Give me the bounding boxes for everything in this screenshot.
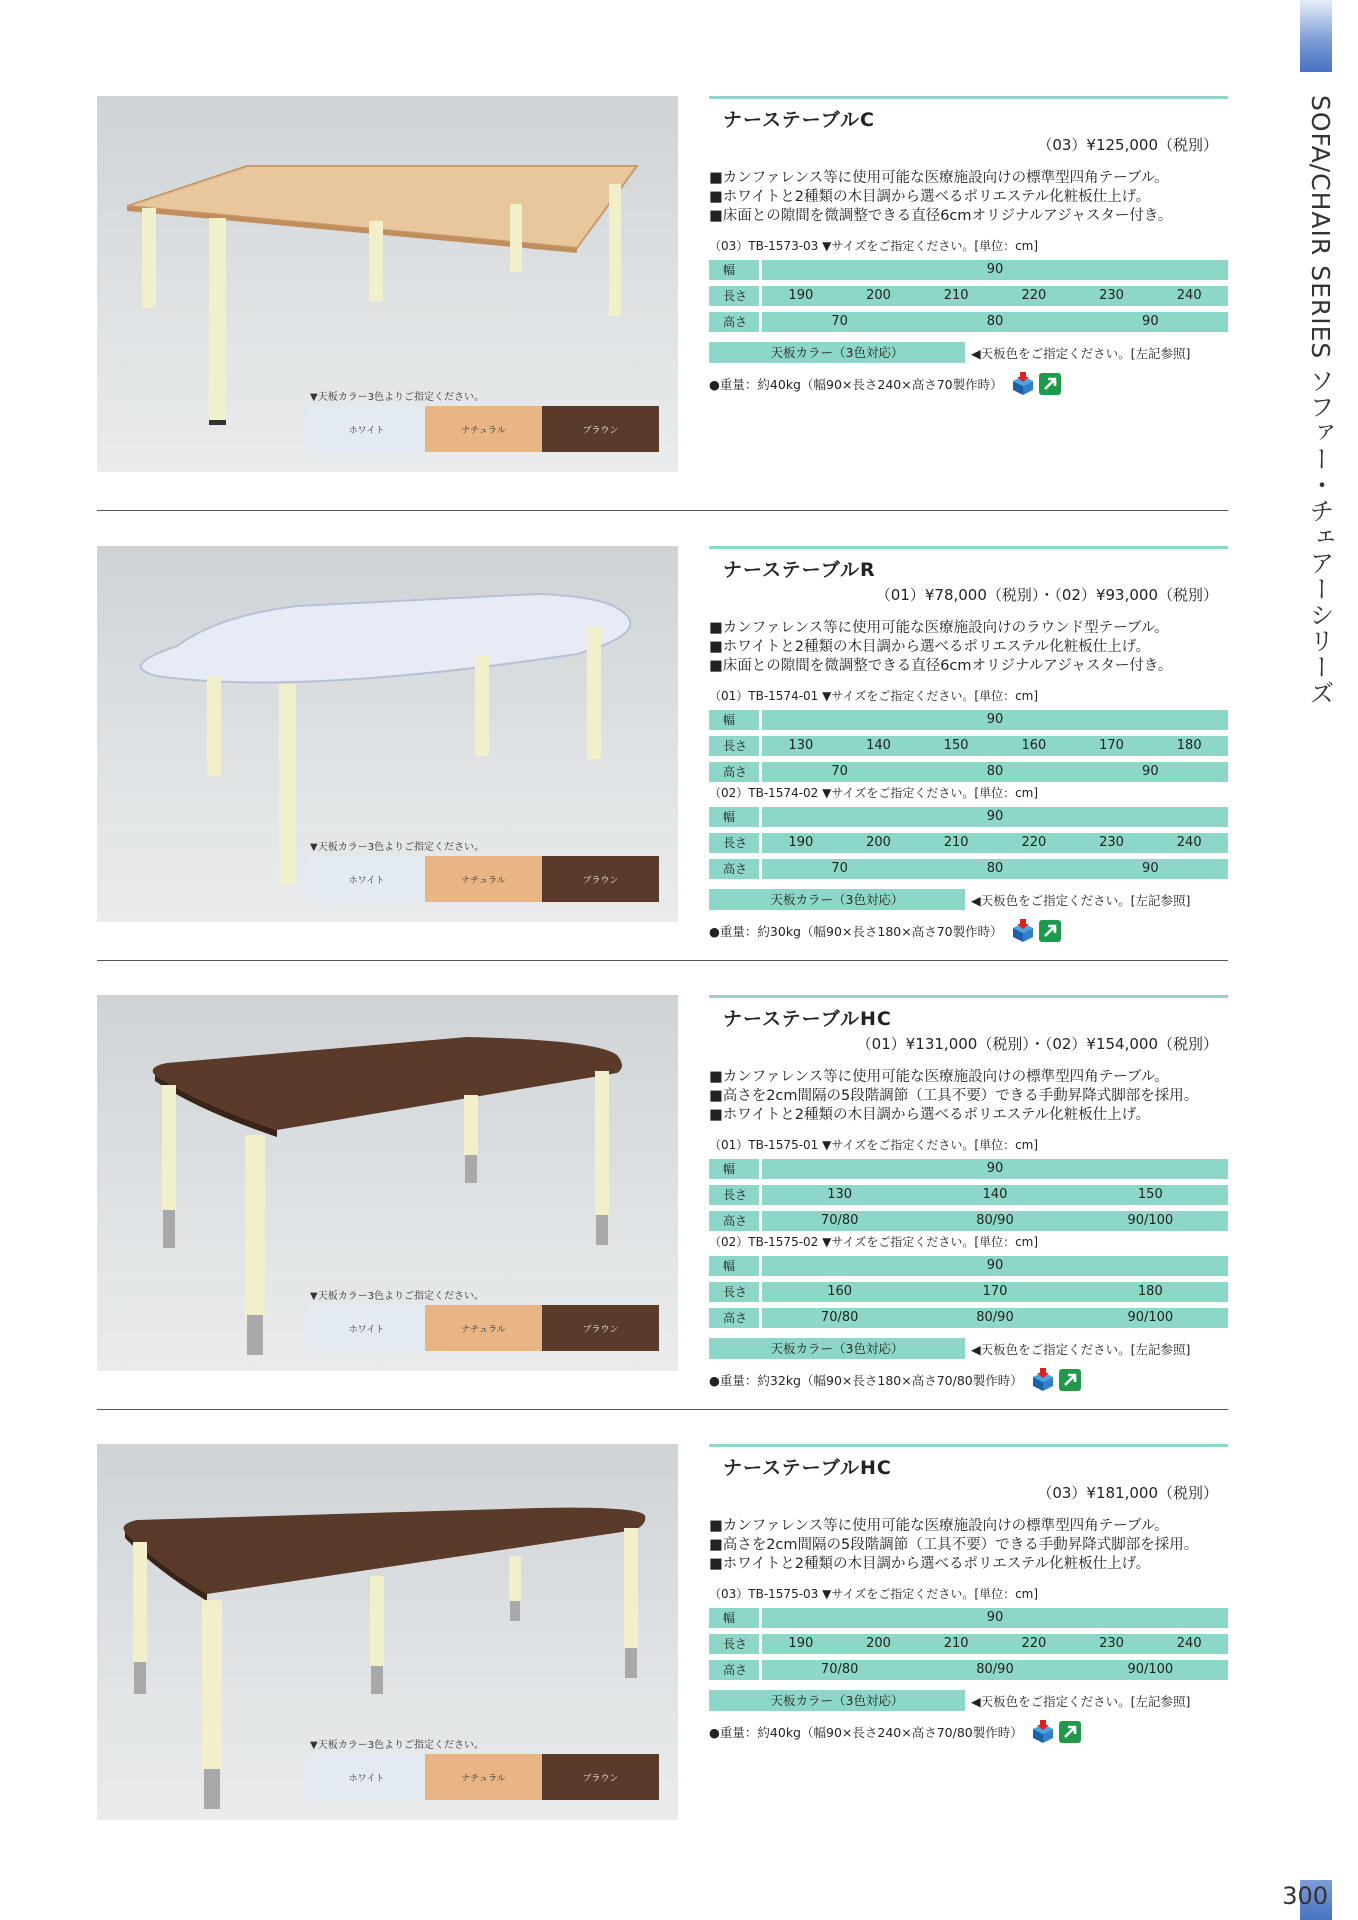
size-row-length xyxy=(709,286,1228,306)
product-description xyxy=(709,619,1228,676)
assembly-service-icon xyxy=(1059,1369,1081,1391)
size-row-width xyxy=(709,710,1228,730)
color-swatches xyxy=(308,406,659,452)
row-label: 幅 xyxy=(709,710,759,730)
size-cell: 90 xyxy=(1142,314,1159,329)
size-cell: 90 xyxy=(1142,764,1159,779)
size-cell: 230 xyxy=(1099,835,1124,850)
product-photo xyxy=(97,546,678,922)
assembly-service-icon xyxy=(1039,373,1061,395)
row-label: 高さ xyxy=(709,859,759,879)
series-title: SOFA/CHAIR SERIES ソファー・チェアーシリーズ xyxy=(1306,95,1335,707)
size-row-length xyxy=(709,1185,1228,1205)
product-description xyxy=(709,169,1228,226)
product-photo xyxy=(97,96,678,472)
description-line: ■床面との隙間を微調整できる直径6cmオリジナルアジャスター付き。 xyxy=(709,208,1173,224)
row-label: 幅 xyxy=(709,1256,759,1276)
product-title: ナーステーブルHC xyxy=(723,1008,892,1030)
row-label: 幅 xyxy=(709,1159,759,1179)
size-table-header: （01）TB-1574-01 ▼サイズをご指定ください。[単位：cm] xyxy=(709,689,1039,703)
swatch-caption: ▼天板カラー3色よりご指定ください。 xyxy=(310,392,485,403)
product-title: ナーステーブルC xyxy=(723,109,875,131)
swatch-caption: ▼天板カラー3色よりご指定ください。 xyxy=(310,1740,485,1751)
product-description xyxy=(709,1517,1228,1574)
size-cell: 180 xyxy=(1176,738,1202,753)
size-cell: 160 xyxy=(827,1284,853,1299)
row-label: 幅 xyxy=(709,807,759,827)
product-description xyxy=(709,1068,1228,1125)
weight-text: ●重量：約40kg（幅90×長さ240×高さ70/80製作時） xyxy=(709,1725,1023,1740)
page-number: 300 xyxy=(1282,1882,1328,1910)
size-table-header: （02）TB-1574-02 ▼サイズをご指定ください。[単位：cm] xyxy=(709,786,1039,800)
size-cell: 190 xyxy=(788,288,814,303)
delivery-box-icon xyxy=(1011,372,1035,396)
size-cell: 90/100 xyxy=(1127,1662,1174,1677)
size-cell: 170 xyxy=(1099,738,1124,753)
size-cell: 70 xyxy=(831,764,848,779)
row-label: 長さ xyxy=(709,286,759,306)
product-title: ナーステーブルR xyxy=(723,559,876,581)
size-row-height xyxy=(709,1308,1228,1328)
size-cell: 70/80 xyxy=(820,1662,859,1677)
assembly-service-icon xyxy=(1059,1721,1081,1743)
title-rule xyxy=(709,546,1228,549)
size-cell: 170 xyxy=(982,1284,1008,1299)
size-cell: 240 xyxy=(1176,1636,1202,1651)
size-row-height xyxy=(709,1211,1228,1231)
product-price: （01）¥131,000（税別）・（02）¥154,000（税別） xyxy=(856,1035,1218,1053)
size-cell: 80/90 xyxy=(976,1310,1014,1325)
size-table-header: （02）TB-1575-02 ▼サイズをご指定ください。[単位：cm] xyxy=(709,1235,1039,1249)
title-rule xyxy=(709,995,1228,998)
color-note: ◀天板色をご指定ください。[左記参照] xyxy=(971,892,1191,908)
weight-text: ●重量：約32kg（幅90×長さ180×高さ70/80製作時） xyxy=(709,1373,1023,1388)
weight-row xyxy=(709,1719,1228,1745)
size-row-width xyxy=(709,260,1228,280)
swatch-caption: ▼天板カラー3色よりご指定ください。 xyxy=(310,842,485,853)
size-cell: 80 xyxy=(986,314,1004,329)
size-cell: 90 xyxy=(986,1258,1004,1273)
size-row-length xyxy=(709,833,1228,853)
product-info xyxy=(709,96,1228,397)
size-cell: 150 xyxy=(943,738,969,753)
color-option-row xyxy=(709,889,1228,910)
description-line: ■高さを2cm間隔の5段階調節（工具不要）できる手動昇降式脚部を採用。 xyxy=(709,1537,1199,1553)
size-row-width xyxy=(709,1159,1228,1179)
size-cell: 90 xyxy=(986,1161,1004,1176)
size-cell: 160 xyxy=(1021,738,1047,753)
row-label: 高さ xyxy=(709,762,759,782)
size-row-width xyxy=(709,1608,1228,1628)
swatch-caption: ▼天板カラー3色よりご指定ください。 xyxy=(310,1291,485,1302)
color-note: ◀天板色をご指定ください。[左記参照] xyxy=(971,345,1191,361)
row-label: 高さ xyxy=(709,1211,759,1231)
size-cell: 90/100 xyxy=(1127,1310,1174,1325)
size-row-length xyxy=(709,1282,1228,1302)
color-label: 天板カラー（3色対応） xyxy=(709,889,965,910)
size-cell: 70 xyxy=(831,314,848,329)
size-cell: 210 xyxy=(943,835,969,850)
size-cell: 140 xyxy=(982,1187,1008,1202)
product-price: （03）¥181,000（税別） xyxy=(1037,1484,1218,1502)
color-note: ◀天板色をご指定ください。[左記参照] xyxy=(971,1693,1191,1709)
size-cell: 80 xyxy=(986,861,1004,876)
color-swatches xyxy=(308,856,659,902)
size-row-height xyxy=(709,762,1228,782)
color-note: ◀天板色をご指定ください。[左記参照] xyxy=(971,1341,1191,1357)
row-label: 長さ xyxy=(709,1185,759,1205)
weight-row xyxy=(709,371,1228,397)
description-line: ■ホワイトと2種類の木目調から選べるポリエステル化粧板仕上げ。 xyxy=(709,639,1151,655)
row-label: 長さ xyxy=(709,736,759,756)
color-option-row xyxy=(709,1690,1228,1711)
weight-row xyxy=(709,918,1228,944)
size-cell: 140 xyxy=(866,738,891,753)
size-table-header: （01）TB-1575-01 ▼サイズをご指定ください。[単位：cm] xyxy=(709,1138,1039,1152)
row-label: 長さ xyxy=(709,833,759,853)
row-label: 長さ xyxy=(709,1282,759,1302)
delivery-box-icon xyxy=(1031,1720,1055,1744)
size-row-height xyxy=(709,859,1228,879)
section-divider xyxy=(97,1409,1228,1410)
size-cell: 90/100 xyxy=(1127,1213,1174,1228)
description-line: ■カンファレンス等に使用可能な医療施設向けの標準型四角テーブル。 xyxy=(709,1518,1169,1534)
section-divider xyxy=(97,510,1228,511)
size-cell: 130 xyxy=(788,738,814,753)
title-rule xyxy=(709,1444,1228,1447)
size-table-header: （03）TB-1573-03 ▼サイズをご指定ください。[単位：cm] xyxy=(709,239,1039,253)
description-line: ■ホワイトと2種類の木目調から選べるポリエステル化粧板仕上げ。 xyxy=(709,1556,1151,1572)
row-label: 長さ xyxy=(709,1634,759,1654)
row-label: 幅 xyxy=(709,1608,759,1628)
description-line: ■ホワイトと2種類の木目調から選べるポリエステル化粧板仕上げ。 xyxy=(709,1107,1151,1123)
size-cell: 230 xyxy=(1099,288,1124,303)
size-cell: 200 xyxy=(866,288,891,303)
swatch-white: ホワイト xyxy=(308,406,425,452)
size-cell: 80/90 xyxy=(976,1213,1014,1228)
product-title: ナーステーブルHC xyxy=(723,1457,892,1479)
product-info xyxy=(709,546,1228,944)
product-info xyxy=(709,1444,1228,1745)
swatch-brown: ブラウン xyxy=(542,856,659,902)
weight-text: ●重量：約40kg（幅90×長さ240×高さ70製作時） xyxy=(709,377,1003,392)
description-line: ■床面との隙間を微調整できる直径6cmオリジナルアジャスター付き。 xyxy=(709,658,1173,674)
size-cell: 210 xyxy=(943,1636,969,1651)
swatch-brown: ブラウン xyxy=(542,406,659,452)
size-cell: 80/90 xyxy=(976,1662,1014,1677)
color-label: 天板カラー（3色対応） xyxy=(709,342,965,363)
color-option-row xyxy=(709,1338,1228,1359)
size-cell: 190 xyxy=(788,1636,814,1651)
swatch-natural: ナチュラル xyxy=(425,856,542,902)
size-cell: 180 xyxy=(1137,1284,1163,1299)
description-line: ■高さを2cm間隔の5段階調節（工具不要）できる手動昇降式脚部を採用。 xyxy=(709,1088,1199,1104)
size-row-length xyxy=(709,1634,1228,1654)
color-label: 天板カラー（3色対応） xyxy=(709,1338,965,1359)
size-cell: 240 xyxy=(1176,835,1202,850)
description-line: ■カンファレンス等に使用可能な医療施設向けの標準型四角テーブル。 xyxy=(709,1069,1169,1085)
size-cell: 220 xyxy=(1021,835,1047,850)
color-label: 天板カラー（3色対応） xyxy=(709,1690,965,1711)
title-rule xyxy=(709,96,1228,99)
delivery-box-icon xyxy=(1011,919,1035,943)
size-row-height xyxy=(709,1660,1228,1680)
size-row-length xyxy=(709,736,1228,756)
color-swatches xyxy=(308,1305,659,1351)
description-line: ■カンファレンス等に使用可能な医療施設向けのラウンド型テーブル。 xyxy=(709,620,1169,636)
size-cell: 70 xyxy=(831,861,848,876)
swatch-natural: ナチュラル xyxy=(425,1754,542,1800)
swatch-white: ホワイト xyxy=(308,1754,425,1800)
size-cell: 220 xyxy=(1021,1636,1047,1651)
row-label: 高さ xyxy=(709,312,759,332)
size-cell: 90 xyxy=(986,262,1004,277)
size-cell: 230 xyxy=(1099,1636,1124,1651)
size-table-header: （03）TB-1575-03 ▼サイズをご指定ください。[単位：cm] xyxy=(709,1587,1039,1601)
size-cell: 90 xyxy=(986,809,1004,824)
delivery-box-icon xyxy=(1031,1368,1055,1392)
row-label: 高さ xyxy=(709,1660,759,1680)
size-cell: 200 xyxy=(866,835,891,850)
size-cell: 90 xyxy=(986,1610,1004,1625)
product-info xyxy=(709,995,1228,1393)
size-cell: 190 xyxy=(788,835,814,850)
description-line: ■ホワイトと2種類の木目調から選べるポリエステル化粧板仕上げ。 xyxy=(709,189,1151,205)
color-swatches xyxy=(308,1754,659,1800)
swatch-natural: ナチュラル xyxy=(425,406,542,452)
swatch-brown: ブラウン xyxy=(542,1754,659,1800)
product-price: （03）¥125,000（税別） xyxy=(1037,136,1218,154)
size-cell: 240 xyxy=(1176,288,1202,303)
size-row-width xyxy=(709,1256,1228,1276)
sidebar-accent-bar xyxy=(1300,0,1332,72)
size-cell: 90 xyxy=(986,712,1004,727)
size-cell: 90 xyxy=(1142,861,1159,876)
size-cell: 130 xyxy=(827,1187,853,1202)
swatch-white: ホワイト xyxy=(308,1305,425,1351)
size-cell: 210 xyxy=(943,288,969,303)
size-cell: 200 xyxy=(866,1636,891,1651)
size-row-width xyxy=(709,807,1228,827)
size-row-height xyxy=(709,312,1228,332)
color-option-row xyxy=(709,342,1228,363)
weight-row xyxy=(709,1367,1228,1393)
description-line: ■カンファレンス等に使用可能な医療施設向けの標準型四角テーブル。 xyxy=(709,170,1169,186)
size-cell: 150 xyxy=(1137,1187,1163,1202)
size-cell: 80 xyxy=(986,764,1004,779)
size-cell: 70/80 xyxy=(820,1213,859,1228)
row-label: 高さ xyxy=(709,1308,759,1328)
row-label: 幅 xyxy=(709,260,759,280)
assembly-service-icon xyxy=(1039,920,1061,942)
product-photo xyxy=(97,1444,678,1820)
section-divider xyxy=(97,960,1228,961)
size-cell: 220 xyxy=(1021,288,1047,303)
swatch-brown: ブラウン xyxy=(542,1305,659,1351)
swatch-natural: ナチュラル xyxy=(425,1305,542,1351)
product-photo xyxy=(97,995,678,1371)
weight-text: ●重量：約30kg（幅90×長さ180×高さ70製作時） xyxy=(709,924,1003,939)
size-cell: 70/80 xyxy=(820,1310,859,1325)
product-price: （01）¥78,000（税別）・（02）¥93,000（税別） xyxy=(875,586,1218,604)
swatch-white: ホワイト xyxy=(308,856,425,902)
